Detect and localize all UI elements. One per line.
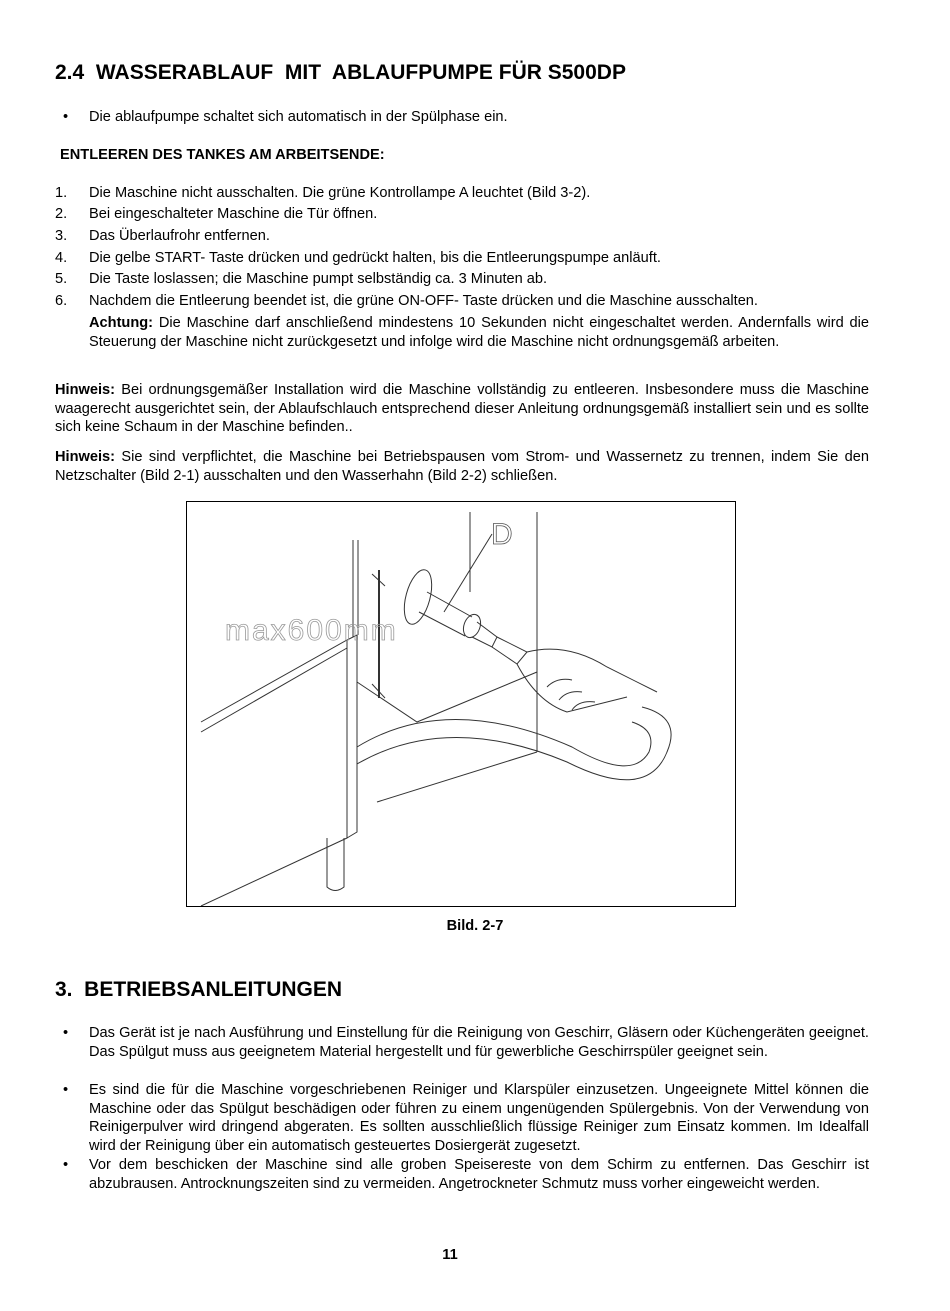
drain-hose-drawing xyxy=(187,502,735,906)
attention-paragraph xyxy=(89,314,869,351)
bullet-dot: • xyxy=(63,1025,69,1041)
figure-label-d: D xyxy=(491,518,513,551)
section-heading: 2.4 WASSERABLAUF MIT ABLAUFPUMPE FÜR S500DP xyxy=(55,61,626,84)
step-number: 1. xyxy=(55,185,68,201)
figure-label-height: max600mm xyxy=(225,614,398,647)
step-text: Die Taste loslassen; die Maschine pumpt selbständig ca. 3 Minuten ab. xyxy=(89,271,548,287)
attention-label: Achtung: xyxy=(89,315,154,331)
step-text: Die Maschine nicht ausschalten. Die grüne Kontrollampe A leuchtet (Bild 3-2). xyxy=(89,185,591,201)
step-text: Die gelbe START- Taste drücken und gedrückt halten, bis die Entleerungspumpe anläuft. xyxy=(89,250,661,266)
step-number: 2. xyxy=(55,206,68,222)
subheading: ENTLEEREN DES TANKES AM ARBEITSENDE: xyxy=(60,147,385,163)
page-number: 11 xyxy=(442,1247,458,1263)
step-text: Bei eingeschalteter Maschine die Tür öffnen. xyxy=(89,206,378,222)
note1-text: Bei ordnungsgemäßer Installation wird die Maschine vollständig zu entleeren. Insbesondere muss die Maschine waagerecht ausgerichtet sein, der Ablaufschlauch entsprechend dieser Anleitung ordnungsgemäß installiert sein und es sollte sich keine Schaum in der Maschine befinden.. xyxy=(55,382,869,435)
bullet-dot: • xyxy=(63,109,69,125)
section3-bullet-text: Vor dem beschicken der Maschine sind alle groben Speisereste von dem Schirm zu entfernen. Das Geschirr ist abzubrausen. Antrocknungszeiten sind zu vermeiden. Angetrockneter Schmutz muss vorher eingeweicht werden. xyxy=(89,1157,869,1192)
note2-label: Hinweis: xyxy=(55,449,116,465)
step-number: 5. xyxy=(55,271,68,287)
intro-bullet-text: Die ablaufpumpe schaltet sich automatisch in der Spülphase ein. xyxy=(89,109,508,125)
figure-drain-pump-illustration xyxy=(186,501,736,907)
step-number: 6. xyxy=(55,293,68,309)
bullet-dot: • xyxy=(63,1157,69,1173)
step-text: Nachdem die Entleerung beendet ist, die grüne ON-OFF- Taste drücken und die Maschine ausschalten. xyxy=(89,293,758,309)
section3-heading: 3. BETRIEBSANLEITUNGEN xyxy=(55,978,343,1001)
section3-bullet-text: Es sind die für die Maschine vorgeschriebenen Reiniger und Klarspüler einzusetzen. Ungeeignete Mittel können die Maschine oder das Spülgut beschädigen oder führen zu einem ungenügenden Spülergebnis. Von der Verwendung von Reinigerpulver wird dringend abgeraten. Es sollten ausschließlich flüssige Reiniger zum Einsatz kommen. Im Idealfall wird der Reinigung über ein automatisch gesteuertes Dosiergerät zugesetzt. xyxy=(89,1082,869,1154)
figure-caption: Bild. 2-7 xyxy=(446,918,504,934)
bullet-dot: • xyxy=(63,1082,69,1098)
note1-paragraph xyxy=(55,381,869,437)
note2-text: Sie sind verpflichtet, die Maschine bei Betriebspausen vom Strom- und Wassernetz zu trennen, indem Sie den Netzschalter (Bild 2-1) ausschalten und den Wasserhahn (Bild 2-2) schließen. xyxy=(55,449,869,484)
section3-bullet-text: Das Gerät ist je nach Ausführung und Einstellung für die Reinigung von Geschirr, Gläsern oder Küchengeräten geeignet. Das Spülgut muss aus geeignetem Material hergestellt und für gewerbliche Geschirrspüler geeignet sein. xyxy=(89,1025,869,1060)
step-number: 3. xyxy=(55,228,68,244)
note1-label: Hinweis: xyxy=(55,382,116,398)
note2-paragraph xyxy=(55,448,869,485)
step-number: 4. xyxy=(55,250,68,266)
step-text: Das Überlaufrohr entfernen. xyxy=(89,228,270,244)
attention-text: Die Maschine darf anschließend mindestens 10 Sekunden nicht eingeschaltet werden. Andernfalls wird die Steuerung der Maschine nicht zurückgesetzt und infolge wird die Maschine nicht ordnungsgemäß arbeiten. xyxy=(89,315,869,350)
